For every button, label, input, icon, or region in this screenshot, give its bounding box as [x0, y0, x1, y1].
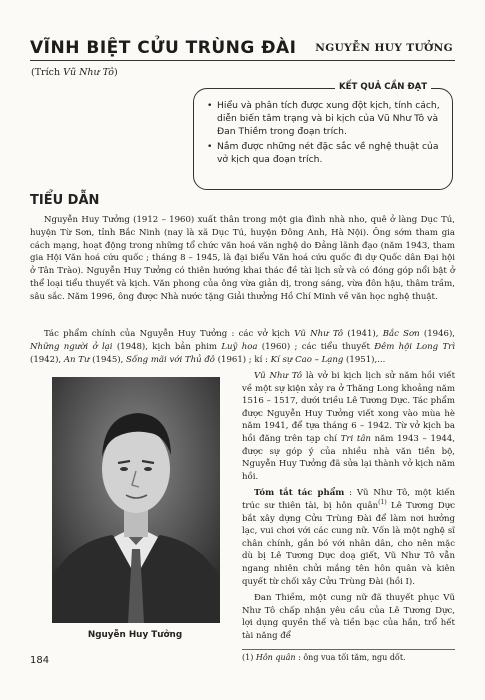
play-continuation-paragraph: Đan Thiềm, một cung nữ đã thuyết phục Vũ Như Tô chấp nhận yêu cầu của Lê Tương Dực, lợi dụng quyền thế và tiền bạc của hắn, trổ hết tài năng để	[242, 593, 455, 641]
portrait-caption: Nguyễn Huy Tưởng	[87, 630, 183, 640]
learning-outcomes-box	[193, 88, 453, 190]
play-summary-paragraph: Tóm tắt tác phẩm : Vũ Như Tô, một kiến trúc sư thiên tài, bị hôn quân$^{(1)}$ Lê Tương Dực bắt xây dựng Cửu Trùng Đài để làm nơi hưởng lạc, vui chơi với các cung nữ. Vốn là một nghệ sĩ chân chính, gắn bó với nhân dân, cho nên mặc dù bị Lê Tương Dực doạ giết, Vũ Như Tô vẫn ngang nhiên chửi mắng tên hôn quân và kiên quyết từ chối xây Cửu Trùng Đài (hồi I).	[242, 488, 456, 587]
intro-paragraph-works: Tác phẩm chính của Nguyễn Huy Tưởng : các vở kịch Vũ Như Tô (1941), Bắc Sơn (1946), Những người ở lại (1948), kịch bản phim Luỹ hoa (1960) ; các tiểu thuyết Đêm hội Long Trì (1942), An Tư (1945), Sống mãi với Thủ đô (1961) ; kí : Kí sự Cao – Lạng (1951),...	[30, 329, 456, 365]
outcome-item: • Nắm được những nét đặc sắc về nghệ thuật của vở kịch qua đoạn trích.	[207, 141, 442, 167]
author-portrait	[52, 377, 220, 623]
play-description-column	[242, 370, 455, 646]
intro-paragraph-biography: Nguyễn Huy Tưởng (1912 – 1960) xuất thân trong một gia đình nhà nho, quê ở làng Dục Tú, huyện Từ Sơn, tỉnh Bắc Ninh (nay là xã Dục Tú, huyện Đông Anh, Hà Nội). Ông sớm tham gia cách mạng, hoạt động trong những tổ chức văn hoá văn nghệ do Đảng lãnh đạo (năm 1943, tham gia Hội Văn hoá cứu quốc ; tháng 8 – 1945, là đại biểu Văn hoá cứu quốc đi dự Quốc dân Đại hội ở Tân Trào). Nguyễn Huy Tưởng có thiên hướng khai thác đề tài lịch sử và có đóng góp nổi bật ở thể loại tiểu thuyết và kịch. Văn phong của ông vừa giản dị, trong sáng, vừa đôn hậu, thâm trầm, sâu sắc. Năm 1996, ông được Nhà nước tặng Giải thưởng Hồ Chí Minh về văn học nghệ thuật.	[30, 215, 455, 302]
header-rule	[30, 60, 455, 61]
section-heading: TIỂU DẪN	[30, 193, 100, 208]
outcome-item: • Hiểu và phân tích được xung đột kịch, tính cách, diễn biến tâm trạng và bi kịch của Vũ Như Tô và Đan Thiềm trong đoạn trích.	[207, 100, 442, 138]
outcomes-list	[207, 100, 442, 170]
author-name: NGUYỄN HUY TƯỞNG	[315, 42, 453, 54]
page-number: 184	[30, 655, 50, 666]
footnote: (1) Hôn quân : ông vua tối tăm, ngu dốt.	[242, 653, 406, 662]
outcomes-label: KẾT QUẢ CẦN ĐẠT	[335, 82, 431, 92]
excerpt-note: (Trích Vũ Như Tô)	[31, 67, 118, 78]
lesson-title: VĨNH BIỆT CỬU TRÙNG ĐÀI	[30, 38, 297, 58]
play-intro-paragraph: Vũ Như Tô là vở bi kịch lịch sử năm hồi viết về một sự kiện xảy ra ở Thăng Long khoảng năm 1516 – 1517, dưới triều Lê Tương Dực. Tác phẩm được Nguyễn Huy Tưởng viết xong vào mùa hè năm 1941, để tựa tháng 6 – 1942. Từ vở kịch ba hồi đăng trên tạp chí Tri tân năm 1943 – 1944, được sự góp ý của nhiều nhà văn tiền bộ, Nguyễn Huy Tưởng đã sửa lại thành vở kịch năm hồi.	[242, 371, 456, 482]
footnote-rule	[242, 649, 455, 650]
